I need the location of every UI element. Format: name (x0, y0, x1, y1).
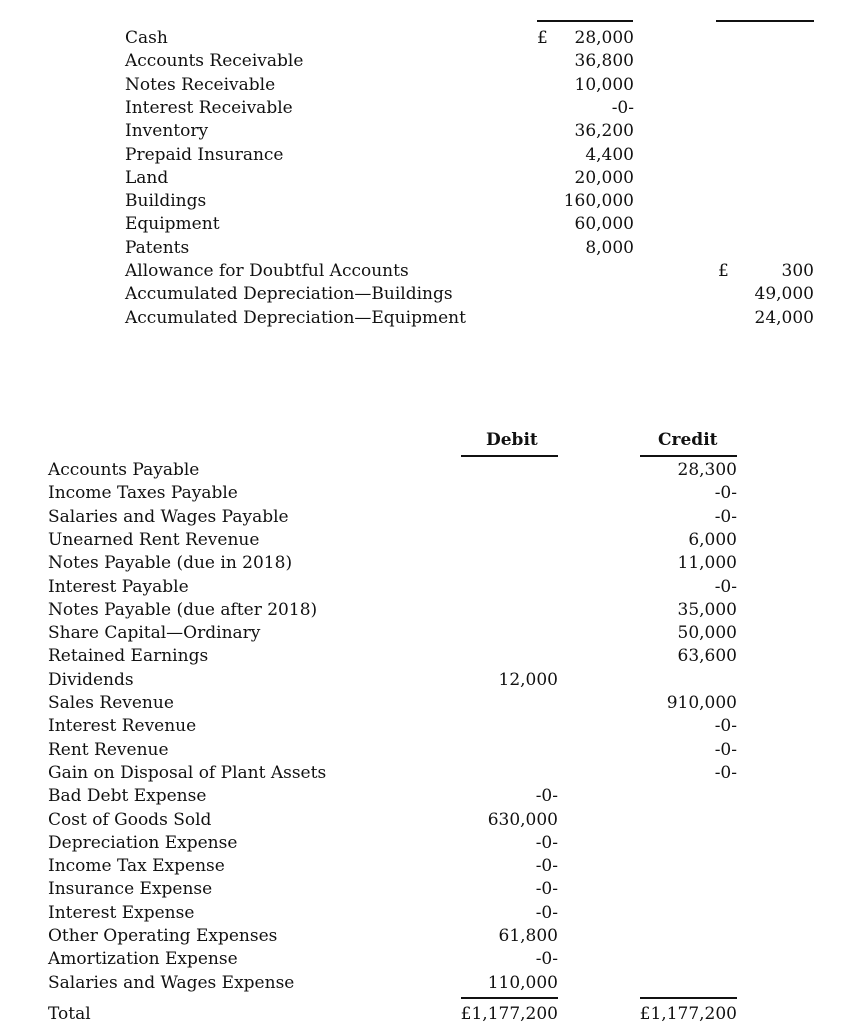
account-name: Gain on Disposal of Plant Assets (48, 762, 327, 783)
account-name: Rent Revenue (48, 739, 169, 760)
debit-amount: 20,000 (574, 167, 634, 188)
bottom-table-row (0, 529, 846, 552)
credit-amount: 24,000 (754, 307, 814, 328)
bottom-table-row (0, 972, 846, 995)
debit-amount: -0- (535, 879, 558, 900)
credit-amount: -0- (714, 739, 737, 760)
account-name: Share Capital—Ordinary (48, 623, 261, 644)
account-name: Salaries and Wages Expense (48, 972, 295, 993)
debit-total-rule (461, 997, 558, 999)
debit-amount: 28,000 (574, 28, 634, 48)
account-name: Insurance Expense (48, 879, 213, 900)
credit-amount: 11,000 (677, 553, 737, 574)
top-table-row (0, 144, 846, 167)
account-name: Interest Expense (48, 902, 195, 923)
bottom-table-row (0, 599, 846, 622)
account-name: Unearned Rent Revenue (48, 529, 260, 550)
top-table-row (0, 283, 846, 306)
top-table-row (0, 307, 846, 330)
bottom-table-row (0, 482, 846, 505)
account-name: Notes Receivable (125, 74, 276, 95)
top-table-row (0, 120, 846, 143)
bottom-table-row (0, 459, 846, 482)
bottom-table-row (0, 832, 846, 855)
bottom-table-row (0, 692, 846, 715)
debit-amount: -0- (535, 902, 558, 923)
debit-amount: 110,000 (487, 972, 558, 993)
bottom-table-row (0, 645, 846, 668)
credit-amount: 28,300 (677, 460, 737, 480)
top-table-row (0, 190, 846, 213)
top-debit-rule (537, 20, 633, 22)
debit-amount: -0- (535, 832, 558, 853)
account-name: Interest Payable (48, 576, 189, 597)
bottom-table-row (0, 762, 846, 785)
debit-amount: -0- (535, 856, 558, 877)
bottom-table-row (0, 576, 846, 599)
bottom-table-row (0, 948, 846, 971)
debit-amount: 630,000 (487, 809, 558, 830)
top-table-row (0, 97, 846, 120)
bottom-table-row (0, 506, 846, 529)
debit-currency-symbol: £ (537, 28, 548, 48)
account-name: Income Taxes Payable (48, 483, 238, 504)
account-name: Allowance for Doubtful Accounts (125, 261, 409, 281)
account-name: Inventory (125, 121, 209, 142)
account-name: Depreciation Expense (48, 832, 238, 853)
credit-total-rule (640, 997, 737, 999)
credit-amount: -0- (714, 716, 737, 737)
account-name: Amortization Expense (48, 949, 238, 970)
total-credit: £1,177,200 (639, 1004, 737, 1024)
account-name: Buildings (125, 191, 207, 212)
bottom-table-row (0, 715, 846, 738)
bottom-table-row (0, 902, 846, 925)
credit-amount: -0- (714, 762, 737, 783)
bottom-table-row (0, 622, 846, 645)
credit-amount: 300 (781, 261, 814, 281)
bottom-table-row (0, 878, 846, 901)
bottom-table-row (0, 739, 846, 762)
debit-amount: -0- (611, 97, 634, 118)
top-table-row (0, 74, 846, 97)
credit-amount: 910,000 (666, 693, 737, 713)
account-name: Notes Payable (due after 2018) (48, 599, 318, 620)
debit-amount: 160,000 (563, 191, 634, 212)
account-name: Salaries and Wages Payable (48, 506, 289, 527)
credit-amount: 49,000 (754, 284, 814, 305)
bottom-table-row (0, 855, 846, 878)
bottom-table-row (0, 925, 846, 948)
total-row (0, 1003, 846, 1026)
total-label: Total (48, 1004, 91, 1024)
credit-amount: -0- (714, 483, 737, 504)
debit-amount: 8,000 (585, 237, 634, 258)
debit-amount: 4,400 (585, 144, 634, 165)
debit-amount: 36,200 (574, 121, 634, 142)
debit-header: Debit (486, 430, 538, 450)
top-table-row (0, 260, 846, 283)
debit-amount: 36,800 (574, 51, 634, 72)
account-name: Sales Revenue (48, 693, 174, 713)
account-name: Patents (125, 237, 190, 258)
account-name: Bad Debt Expense (48, 786, 207, 807)
bottom-table-row (0, 809, 846, 832)
account-name: Retained Earnings (48, 646, 209, 667)
account-name: Income Tax Expense (48, 856, 225, 877)
debit-amount: 12,000 (498, 669, 558, 690)
account-name: Accounts Payable (48, 460, 200, 480)
credit-amount: 50,000 (677, 623, 737, 644)
debit-amount: -0- (535, 786, 558, 807)
account-name: Accounts Receivable (125, 51, 304, 72)
account-name: Equipment (125, 214, 220, 235)
credit-amount: -0- (714, 576, 737, 597)
top-table-row (0, 237, 846, 260)
account-name: Accumulated Depreciation—Buildings (125, 284, 453, 305)
top-table-row (0, 27, 846, 50)
debit-header-rule (461, 455, 558, 457)
bottom-table-row (0, 785, 846, 808)
bottom-table-row (0, 552, 846, 575)
total-debit: £1,177,200 (460, 1004, 558, 1024)
account-name: Cost of Goods Sold (48, 809, 212, 830)
account-name: Dividends (48, 669, 134, 690)
debit-amount: 60,000 (574, 214, 634, 235)
account-name: Interest Receivable (125, 97, 293, 118)
credit-amount: -0- (714, 506, 737, 527)
account-name: Land (125, 167, 169, 188)
top-credit-rule (716, 20, 814, 22)
account-name: Cash (125, 28, 168, 48)
account-name: Other Operating Expenses (48, 926, 278, 946)
credit-header-rule (640, 455, 737, 457)
credit-header: Credit (658, 430, 718, 450)
credit-amount: 6,000 (688, 529, 737, 550)
credit-amount: 35,000 (677, 599, 737, 620)
top-table-row (0, 167, 846, 190)
credit-currency-symbol: £ (718, 261, 729, 281)
debit-amount: -0- (535, 949, 558, 970)
debit-amount: 10,000 (574, 74, 634, 95)
top-table-row (0, 213, 846, 236)
bottom-table-row (0, 669, 846, 692)
credit-amount: 63,600 (677, 646, 737, 667)
account-name: Notes Payable (due in 2018) (48, 553, 293, 574)
account-name: Prepaid Insurance (125, 144, 284, 165)
account-name: Interest Revenue (48, 716, 197, 737)
debit-amount: 61,800 (498, 926, 558, 946)
account-name: Accumulated Depreciation—Equipment (125, 307, 466, 328)
top-table-row (0, 50, 846, 73)
